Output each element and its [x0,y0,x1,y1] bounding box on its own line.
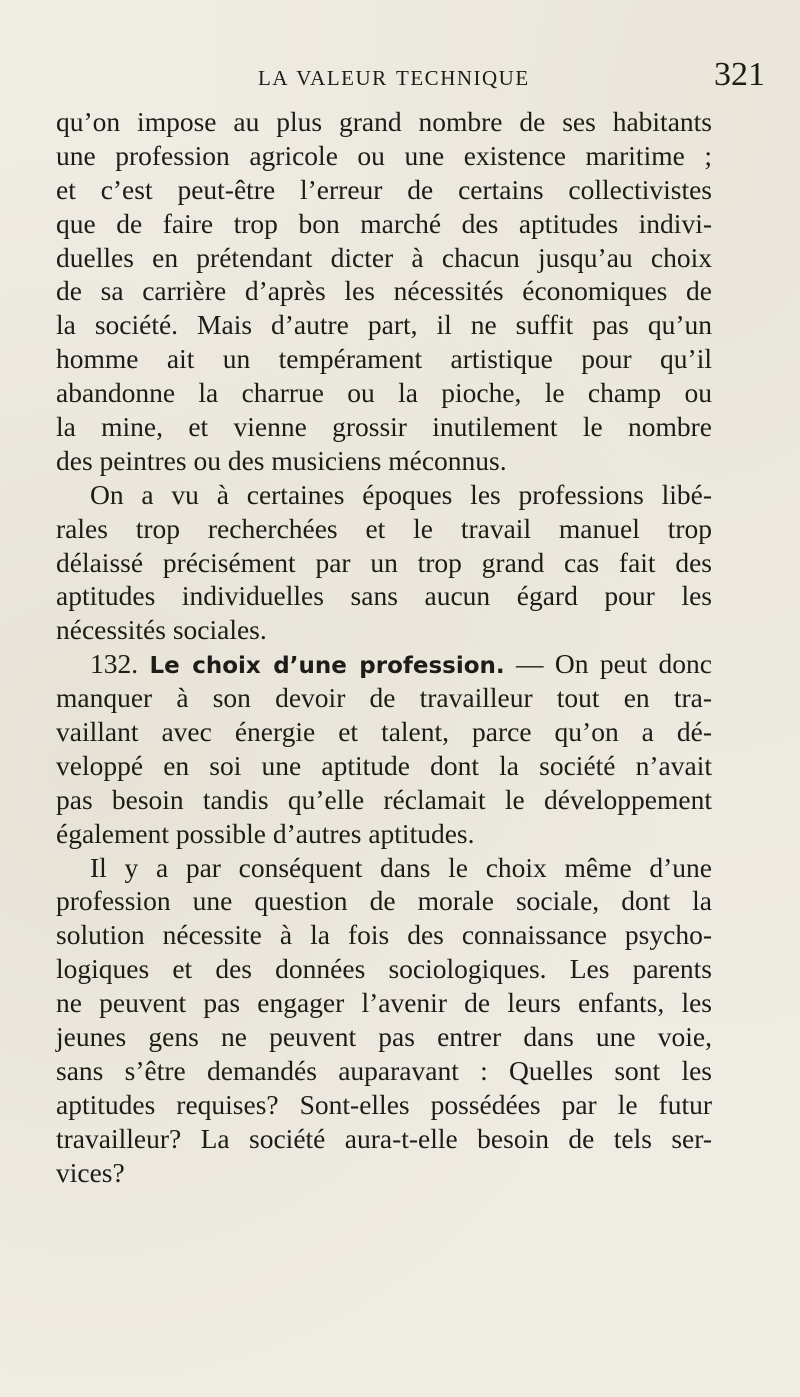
text-line: une profession agricole ou une existence maritime ; [56,139,712,171]
text-line: homme ait un tempérament artistique pour qu’il [56,343,712,375]
page-number: 321 [714,56,765,93]
text-line: la société. Mais d’autre part, il ne suffit pas qu’un [56,309,712,341]
text-line: Il y a par conséquent dans le choix même d’une [90,851,712,883]
text-line: ne peuvent pas engager l’avenir de leurs enfants, les [56,987,712,1019]
text-line: des peintres ou des musiciens méconnus. [56,444,507,476]
text-line: rales trop recherchées et le travail manuel trop [56,512,712,544]
text-line: manquer à son devoir de travailleur tout en tra- [56,682,712,714]
text-line: aptitudes requises? Sont-elles possédées par le futur [56,1088,712,1120]
text-line: travailleur? La société aura-t-elle besoin de tels ser- [56,1122,712,1154]
text-line: et c’est peut-être l’erreur de certains collectivistes [56,173,712,205]
text-line: que de faire trop bon marché des aptitudes indivi- [56,207,712,239]
text-line: également possible d’autres aptitudes. [56,817,475,849]
text-line: On a vu à certaines époques les professions libé- [90,478,712,510]
text-line: vaillant avec énergie et talent, parce qu’on a dé- [56,716,712,748]
text-line: vices? [56,1156,125,1188]
section-number: 132. [90,648,139,680]
text-line: aptitudes individuelles sans aucun égard pour les [56,580,712,612]
text-line: logiques et des données sociologiques. Les parents [56,953,712,985]
body-text [56,105,712,1190]
running-title: LA VALEUR TECHNIQUE [258,66,530,90]
section-title: Le choix d’une profession. [149,653,505,680]
page-header [0,52,800,92]
text-line: duelles en prétendant dicter à chacun jusqu’au choix [56,241,712,273]
text-line: qu’on impose au plus grand nombre de ses habitants [56,106,712,137]
text-line: pas besoin tandis qu’elle réclamait le développement [56,783,712,815]
text-line: nécessités sociales. [56,614,267,646]
text-line: la mine, et vienne grossir inutilement le nombre [56,411,712,443]
text-line: sans s’être demandés auparavant : Quelles sont les [56,1054,712,1086]
text-line: de sa carrière d’après les nécessités économiques de [56,275,712,307]
section-heading-line [56,647,712,681]
text-line: jeunes gens ne peuvent pas entrer dans une voie, [56,1021,712,1053]
text-line: délaissé précisément par un trop grand cas fait des [56,546,712,578]
text-line: abandonne la charrue ou la pioche, le champ ou [56,377,712,409]
text-line: profession une question de morale sociale, dont la [56,885,712,917]
text-line: veloppé en soi une aptitude dont la société n’avait [56,749,712,781]
text-line: solution nécessite à la fois des connaissance psycho- [56,919,712,951]
text-line: — On peut donc [516,648,713,680]
